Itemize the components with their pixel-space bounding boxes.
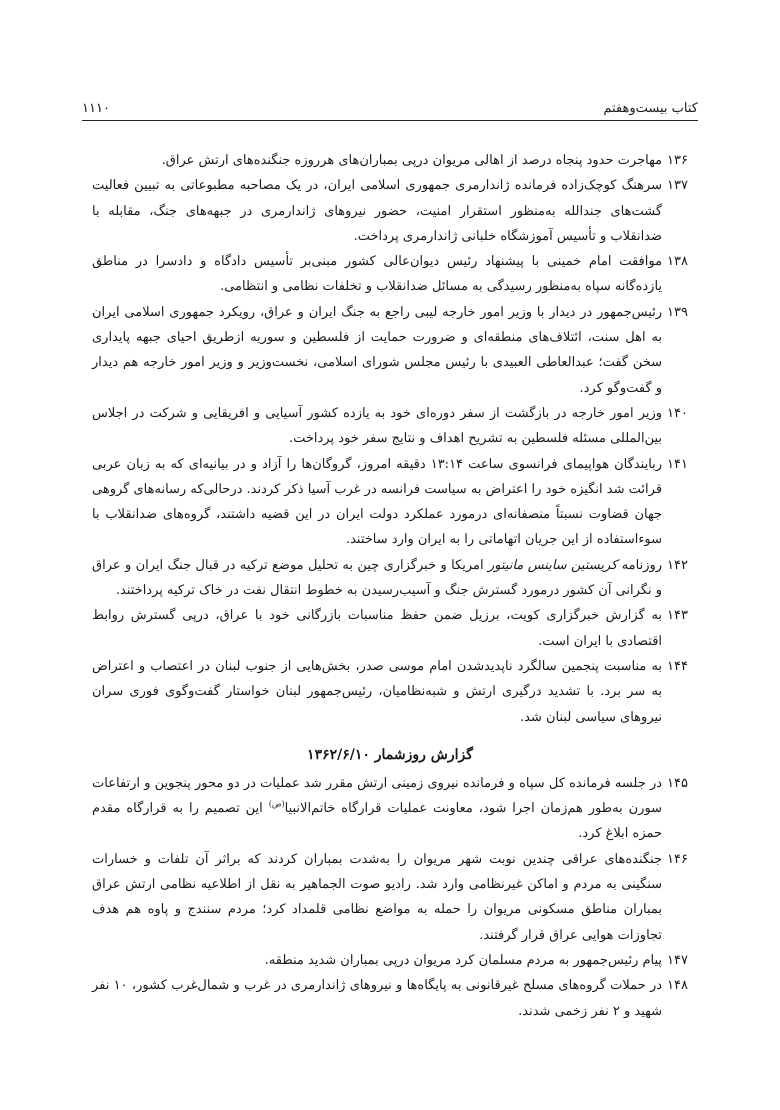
entry-number: ۱۴۵ bbox=[667, 775, 688, 791]
entry-number: ۱۳۹ bbox=[667, 304, 688, 320]
entry-146 bbox=[92, 847, 688, 948]
entry-number: ۱۴۳ bbox=[667, 608, 688, 624]
entry-text-pre: در جلسه فرمانده کل سپاه و فرمانده نیروی زمینی ارتش مقرر شد عملیات در دو محور پنجوین و ارتفاعات سورن به‌طور هم‌زمان اجرا شود، معاونت عملیات قرارگاه خاتم‌الانبیا bbox=[92, 775, 663, 817]
entry-text: پیام رئیس‌جمهور به مردم مسلمان کرد مریوان درپی بمباران شدید منطقه. bbox=[264, 952, 663, 968]
entry-144 bbox=[92, 654, 688, 730]
entry-text: به گزارش خبرگزاری کویت، برزیل ضمن حفظ مناسبات بازرگانی خود با عراق، درپی گسترش روابط اقتصادی با ایران است. bbox=[92, 608, 663, 649]
entry-138 bbox=[92, 249, 688, 300]
entry-number: ۱۳۶ bbox=[667, 153, 688, 168]
entry-number: ۱۴۴ bbox=[667, 658, 688, 674]
entry-141 bbox=[92, 452, 688, 553]
chronology-content bbox=[92, 148, 688, 1024]
entry-text: وزیر امور خارجه در بازگشت از سفر دوره‌ای خود به یازده کشور آسیایی و افریقایی و شرکت در اجلاس بین‌المللی مسئله فلسطین به تشریح اهداف و نتایج سفر خود پرداخت. bbox=[92, 405, 663, 447]
entry-text: سرهنگ کوچک‌زاده فرمانده ژاندارمری جمهوری اسلامی ایران، در یک مصاحبه مطبوعاتی به تبیین فعالیت گشت‌های جندالله به‌منظور استقرار امنیت، حضور نیروهای ژاندارمری در جبهه‌های جنگ، مقابله با ضدانقلاب و تأسیس آموزشگاه خلبانی ژاندارمری پرداخت. bbox=[92, 178, 663, 244]
honorific-superscript: (ص) bbox=[268, 799, 285, 809]
running-header bbox=[82, 90, 698, 121]
entry-text: رئیس‌جمهور در دیدار با وزیر امور خارجه لیبی راجع به جنگ ایران و عراق، رویکرد جمهوری اسلامی ایران به اهل سنت، ائتلاف‌های منطقه‌ای و ضرورت حمایت از فلسطین و سوریه ازطریق احیای جبهه پایداری سخن گفت؛ عبدالعاطی العبیدی با رئیس مجلس شورای اسلامی، نخست‌وزیر و وزیر امور خارجه هم دیدار و گفت‌وگو کرد. bbox=[92, 304, 663, 396]
entry-number: ۱۴۷ bbox=[667, 952, 688, 968]
newspaper-name: کریستین ساینس مانیتور bbox=[487, 557, 618, 573]
entry-text: موافقت امام خمینی با پیشنهاد رئیس دیوان‌عالی کشور مبنی‌بر تأسیس دادگاه و دادسرا در مناطق یازده‌گانه سپاه به‌منظور رسیدگی به مسائل ضدانقلاب و تخلفات نظامی و انتظامی. bbox=[92, 254, 663, 295]
entry-number: ۱۳۸ bbox=[667, 254, 688, 270]
entry-number: ۱۴۸ bbox=[667, 978, 688, 994]
entry-number: ۱۴۰ bbox=[667, 405, 688, 421]
entry-text-rest: امریکا و خبرگزاری چین به تحلیل موضع ترکیه در قبال جنگ ایران و عراق و نگرانی آن کشور درمورد گسترش جنگ و آسیب‌رسیدن به خطوط انتقال نفت در خاک ترکیه پرداختند. bbox=[92, 557, 663, 599]
entry-text-pre: روزنامه bbox=[617, 557, 663, 573]
page-number: ۱۱۱۰ bbox=[82, 101, 110, 116]
entry-text-rest: این تصمیم را به قرارگاه مقدم حمزه ابلاغ کرد. bbox=[92, 801, 663, 842]
entry-text: مهاجرت حدود پنجاه درصد از اهالی مریوان درپی بمباران‌های هرروزه جنگنده‌های ارتش عراق. bbox=[161, 153, 663, 168]
entry-text bbox=[92, 553, 662, 604]
entry-139 bbox=[92, 300, 688, 401]
entry-text bbox=[92, 771, 662, 847]
entry-143 bbox=[92, 603, 688, 654]
entry-text: ربایندگان هواپیمای فرانسوی ساعت ۱۳:۱۴ دقیقه امروز، گروگان‌ها را آزاد و در بیانیه‌ای که به زبان عربی قرائت شد انگیزه خود را اعتراض به سیاست فرانسه در غرب آسیا ذکر کردند. درحالی‌که رسانه‌های گروهی جهان قضاوت نسبتاً منصفانه‌ای درمورد عملکرد دولت ایران در این قضیه داشتند، گروه‌های ضدانقلاب با سوءاستفاده از این جریان اتهاماتی را به ایران وارد ساختند. bbox=[92, 456, 663, 548]
entry-136 bbox=[92, 148, 688, 173]
entry-147 bbox=[92, 948, 688, 973]
entry-number: ۱۴۱ bbox=[667, 456, 688, 472]
entry-number: ۱۴۶ bbox=[667, 851, 688, 867]
entry-145 bbox=[92, 771, 688, 847]
entry-text: به مناسبت پنجمین سالگرد ناپدیدشدن امام موسی صدر، بخش‌هایی از جنوب لبنان در اعتصاب و اعتراض به سر برد. با تشدید درگیری ارتش و شبه‌نظامیان، رئیس‌جمهور لبنان خواستار گفت‌وگوی فوری سران نیروهای سیاسی لبنان شد. bbox=[92, 658, 663, 725]
entry-text: در حملات گروه‌های مسلح غیرقانونی به پایگاه‌ها و نیروهای ژاندارمری در غرب و شمال‌غرب کشور، ۱۰ نفر شهید و ۲ نفر زخمی شدند. bbox=[92, 978, 663, 1019]
entry-142 bbox=[92, 553, 688, 604]
entry-148 bbox=[92, 973, 688, 1024]
entry-number: ۱۴۲ bbox=[667, 557, 688, 573]
entry-number: ۱۳۷ bbox=[667, 178, 688, 194]
entry-137 bbox=[92, 173, 688, 249]
book-title: کتاب بیست‌وهفتم bbox=[603, 101, 698, 116]
entry-text: جنگنده‌های عراقی چندین نوبت شهر مریوان را به‌شدت بمباران کردند که براثر آن تلفات و خسارات سنگینی به مردم و اماکن غیرنظامی وارد شد. رادیو صوت الجماهیر به نقل از اطلاعیه نظامی ارتش عراق بمباران مناطق مسکونی مریوان را حمله به مواضع نظامی قلمداد کرد؛ مردم سنندج و پاوه هم هدف تجاوزات هوایی عراق قرار گرفتند. bbox=[92, 851, 663, 943]
entry-140 bbox=[92, 401, 688, 452]
section-title: گزارش روزشمار ۱۳۶۲/۶/۱۰ bbox=[307, 746, 473, 763]
